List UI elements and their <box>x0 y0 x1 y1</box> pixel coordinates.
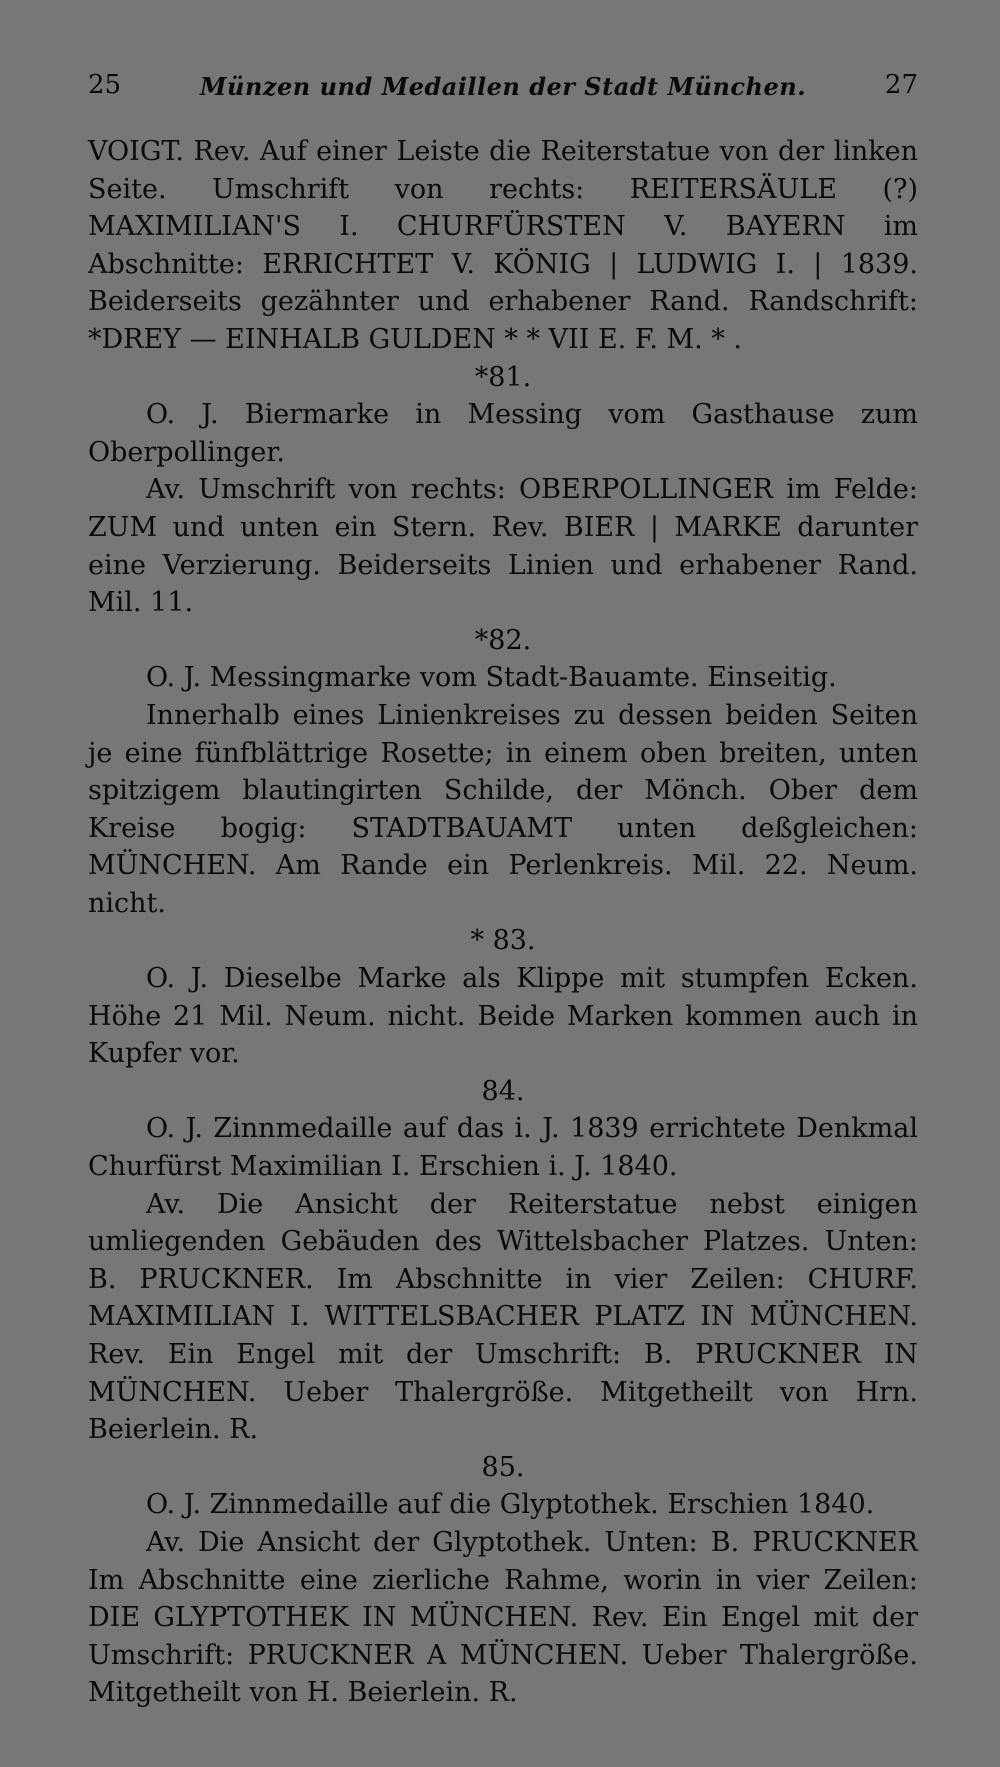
paragraph-84-intro: O. J. Zinnmedaille auf das i. J. 1839 errichtete Denkmal Churfürst Maximilian I. Erschien i. J. 1840. <box>88 1113 918 1183</box>
entry-number-83: * 83. <box>470 925 536 957</box>
entry-number-84: 84. <box>481 1075 525 1107</box>
left-page-number: 25 <box>88 70 122 100</box>
running-head <box>88 70 918 110</box>
paragraph-84-description: Av. Die Ansicht der Reiterstatue nebst einigen umliegenden Gebäuden des Wittelsbacher Platzes. Unten: B. PRUCKNER. Im Abschnitte in vier Zeilen: CHURF. MAXIMILIAN I. WITTELSBACHER PLATZ IN MÜNCHEN. Rev. Ein Engel mit der Umschrift: B. PRUCKNER IN MÜNCHEN. Ueber Thalergröße. Mitgetheilt von Hrn. Beierlein. R. <box>88 1188 918 1446</box>
entry-number-85: 85. <box>481 1451 525 1483</box>
paragraph-82-intro: O. J. Messingmarke vom Stadt-Bauamte. Einseitig. <box>146 662 837 694</box>
running-title: Münzen und Medaillen der Stadt München. <box>199 72 807 101</box>
right-page-number: 27 <box>884 70 918 100</box>
paragraph-83: O. J. Dieselbe Marke als Klippe mit stumpfen Ecken. Höhe 21 Mil. Neum. nicht. Beide Marken kommen auch in Kupfer vor. <box>88 963 918 1070</box>
body-text <box>88 133 918 1712</box>
paragraph-81-intro: O. J. Biermarke in Messing vom Gasthause zum Oberpollinger. <box>88 399 918 468</box>
entry-number-81: *81. <box>474 361 532 393</box>
paragraph-voigt-continued: VOIGT. Rev. Auf einer Leiste die Reiterstatue von der linken Seite. Umschrift von rechts: REITERSÄULE (?) MAXIMILIAN'S I. CHURFÜRSTEN V. BAYERN im Abschnitte: ERRICHTET V. KÖNIG | LUDWIG I. | 1839. Beiderseits gezähnter und erhabener Rand. Randschrift: *DREY — EINHALB GULDEN * * VII E. F. M. * . <box>88 136 918 355</box>
paragraph-82-description: Innerhalb eines Linienkreises zu dessen beiden Seiten je eine fünfblättrige Rosette; in einem oben breiten, unten spitzigem blautingirten Schilde, der Mönch. Ober dem Kreise bogig: STADTBAUAMT unten deßgleichen: MÜNCHEN. Am Rande ein Perlenkreis. Mil. 22. Neum. nicht. <box>88 699 918 919</box>
entry-number-82: *82. <box>474 624 532 656</box>
paragraph-81-description: Av. Umschrift von rechts: OBERPOLLINGER im Felde: ZUM und unten ein Stern. Rev. BIER | MARKE darunter eine Verzierung. Beiderseits Linien und erhabener Rand. Mil. 11. <box>88 474 918 619</box>
paragraph-85-intro: O. J. Zinnmedaille auf die Glyptothek. Erschien 1840. <box>146 1489 875 1521</box>
paragraph-85-description: Av. Die Ansicht der Glyptothek. Unten: B. PRUCKNER Im Abschnitte eine zierliche Rahme, worin in vier Zeilen: DIE GLYPTOTHEK IN MÜNCHEN. Rev. Ein Engel mit der Umschrift: PRUCKNER A MÜNCHEN. Ueber Thalergröße. Mitgetheilt von H. Beierlein. R. <box>88 1526 918 1709</box>
